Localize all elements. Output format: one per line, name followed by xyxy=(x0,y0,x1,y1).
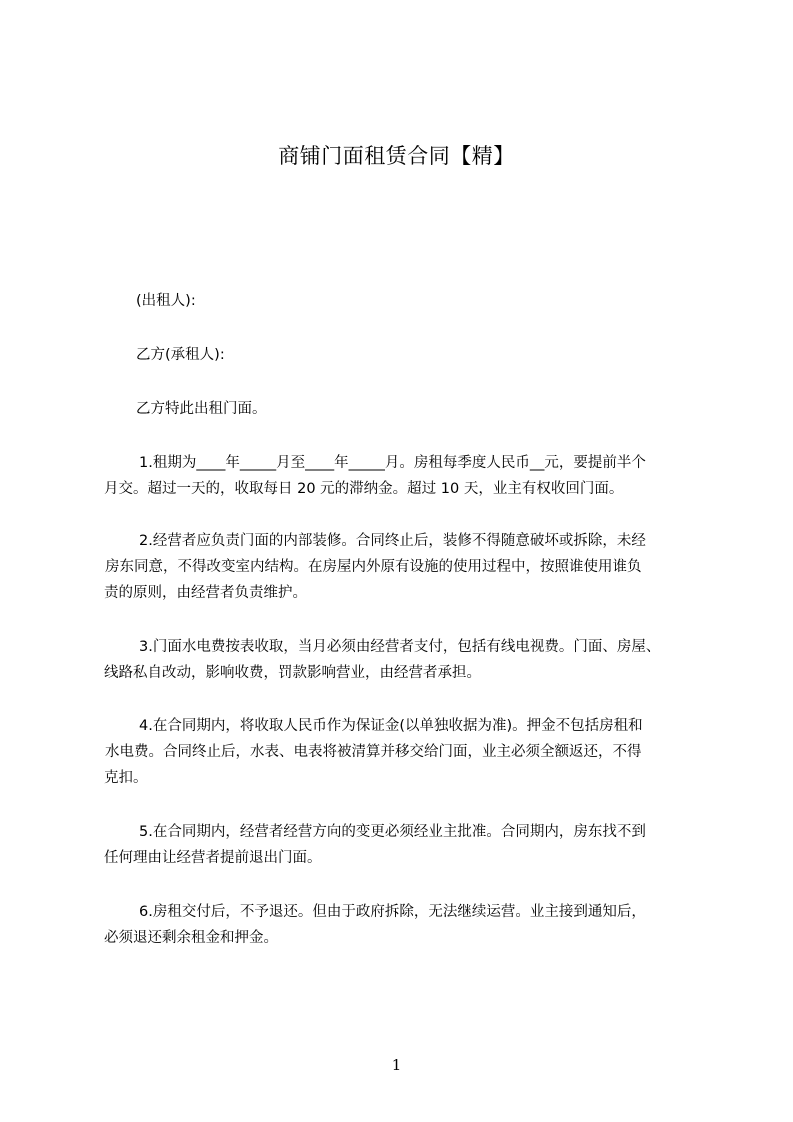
clause-4-line-2: 水电费。合同终止后，水表、电表将被清算并移交给门面，业主必须全额返还，不得 xyxy=(105,744,642,760)
clause-6-line-1: 6.房租交付后，不予退还。但由于政府拆除，无法继续运营。业主接到通知后， xyxy=(139,904,646,920)
clause-6-line-2: 必须退还剩余租金和押金。 xyxy=(104,930,278,946)
lessor-text: (出租人): xyxy=(136,293,196,309)
clause-2-line-3: 责的原则，由经营者负责维护。 xyxy=(104,585,307,601)
clause-4-line-3: 克扣。 xyxy=(104,770,148,786)
intro-paragraph xyxy=(104,396,704,422)
document-title: 商铺门面租赁合同【精】 xyxy=(278,144,515,168)
lessee-line xyxy=(104,342,704,368)
clause-3 xyxy=(104,634,704,686)
clause-1-line-2: 月交。超过一天的，收取每日 20 元的滞纳金。超过 10 天，业主有权收回门面。 xyxy=(104,481,624,497)
clause-4-line-1: 4.在合同期内，将收取人民币作为保证金(以单独收据为准)。押金不包括房租和 xyxy=(139,718,643,734)
intro-text: 乙方特此出租门面。 xyxy=(136,401,267,417)
clause-5 xyxy=(104,819,704,871)
clause-1-line-1: 1.租期为____年_____月至____年_____月。房租每季度人民币__元，要提前半个 xyxy=(139,455,646,471)
clause-2 xyxy=(104,528,704,606)
clause-2-line-2: 房东同意，不得改变室内结构。在房屋内外原有设施的使用过程中，按照谁使用谁负 xyxy=(105,559,642,575)
clause-1 xyxy=(104,450,704,502)
page-number: 1 xyxy=(391,1056,402,1074)
clause-4 xyxy=(104,713,704,791)
clause-2-line-1: 2.经营者应负责门面的内部装修。合同终止后，装修不得随意破坏或拆除，未经 xyxy=(139,533,646,549)
clause-5-line-1: 5.在合同期内，经营者经营方向的变更必须经业主批准。合同期内，房东找不到 xyxy=(139,824,646,840)
lessee-text: 乙方(承租人): xyxy=(136,347,225,363)
clause-5-line-2: 任何理由让经营者提前退出门面。 xyxy=(104,850,322,866)
clause-3-line-2: 线路私自改动，影响收费，罚款影响营业，由经营者承担。 xyxy=(104,665,481,681)
lessor-line xyxy=(104,288,704,314)
clause-3-line-1: 3.门面水电费按表收取，当月必须由经营者支付，包括有线电视费。门面、房屋、 xyxy=(139,639,661,655)
clause-6 xyxy=(104,899,704,951)
